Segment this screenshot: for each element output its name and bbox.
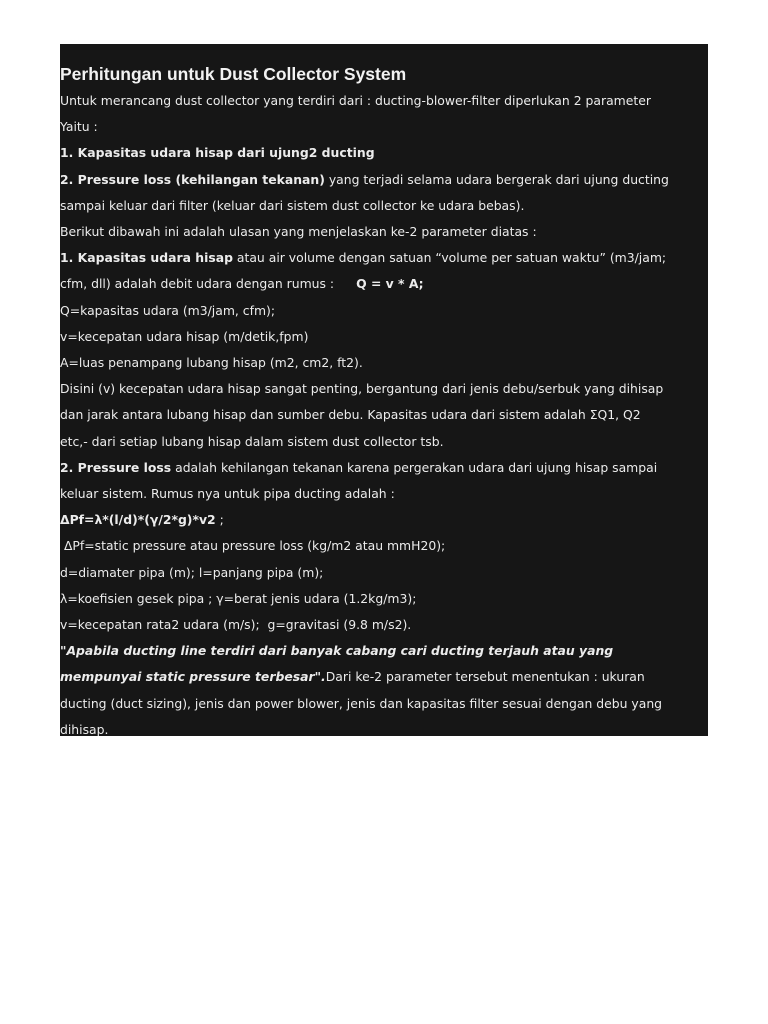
definition-q: Q=kapasitas udara (m3/jam, cfm); [60, 302, 276, 318]
section-1-note-line-1: Disini (v) kecepatan udara hisap sangat penting, bergantung dari jenis debu/serbuk yang dihisap [60, 381, 664, 397]
section-2-formula: ΔPf=λ*(l/d)*(γ/2*g)*v2 [60, 512, 216, 528]
closing-line-2: ducting (duct sizing), jenis dan power blower, jenis dan kapasitas filter sesuai dengan debu yang [60, 695, 663, 711]
definition-delta-pf: ΔPf=static pressure atau pressure loss (kg/m2 atau mmH20); [60, 538, 446, 554]
quote-line-2 [60, 664, 708, 690]
parameter-1-heading: 1. Kapasitas udara hisap dari ujung2 ducting [60, 145, 375, 161]
section-1-text-b: cfm, dll) adalah debit udara dengan rumus : [60, 276, 335, 292]
parameter-2-line-1 [60, 167, 708, 193]
section-2-line-2: keluar sistem. Rumus nya untuk pipa ducting adalah : [60, 486, 395, 502]
section-1-note-line-2: dan jarak antara lubang hisap dan sumber debu. Kapasitas udara dari sistem adalah ΣQ1, Q2 [60, 407, 641, 423]
section-2-heading: 2. Pressure loss [60, 459, 172, 475]
section-2-formula-line [60, 507, 708, 533]
definition-lambda-gamma: λ=koefisien gesek pipa ; γ=berat jenis udara (1.2kg/m3); [60, 590, 417, 606]
section-1-formula: Q = v * A; [356, 276, 424, 292]
definition-a: A=luas penampang lubang hisap (m2, cm2, ft2). [60, 355, 363, 371]
closing-text-a: Dari ke-2 parameter tersebut menentukan : ukuran [325, 669, 645, 685]
followup-line: Berikut dibawah ini adalah ulasan yang menjelaskan ke-2 parameter diatas : [60, 224, 537, 240]
definition-v: v=kecepatan udara hisap (m/detik,fpm) [60, 328, 309, 344]
closing-line-3: dihisap. [60, 721, 109, 736]
section-2-line-1 [60, 455, 708, 481]
section-2-formula-end: ; [215, 512, 224, 528]
definition-v-g: v=kecepatan rata2 udara (m/s); g=gravitasi (9.8 m/s2). [60, 617, 412, 633]
section-1-heading: 1. Kapasitas udara hisap [60, 250, 233, 266]
quote-line-1: "Apabila ducting line terdiri dari banyak cabang cari ducting terjauh atau yang [60, 643, 614, 659]
section-1-text: atau air volume dengan satuan “volume per satuan waktu” (m3/jam; [232, 250, 667, 266]
section-1-line-1 [60, 245, 708, 271]
intro-line-2: Yaitu : [60, 119, 98, 135]
document-title: Perhitungan untuk Dust Collector System [60, 64, 407, 84]
definition-d-l: d=diamater pipa (m); l=panjang pipa (m); [60, 564, 324, 580]
parameter-2-text: yang terjadi selama udara bergerak dari ujung ducting [324, 171, 669, 187]
document-block [60, 44, 708, 736]
section-1-line-2 [60, 271, 708, 297]
intro-line-1: Untuk merancang dust collector yang terdiri dari : ducting-blower-filter diperlukan 2 parameter [60, 93, 651, 108]
section-1-note-line-3: etc,- dari setiap lubang hisap dalam sistem dust collector tsb. [60, 433, 444, 449]
parameter-2-heading: 2. Pressure loss (kehilangan tekanan) [60, 171, 325, 187]
parameter-2-line-2: sampai keluar dari filter (keluar dari sistem dust collector ke udara bebas). [60, 197, 525, 213]
quote-end: mempunyai static pressure terbesar". [60, 669, 326, 685]
section-2-text: adalah kehilangan tekanan karena pergerakan udara dari ujung hisap sampai [171, 459, 658, 475]
